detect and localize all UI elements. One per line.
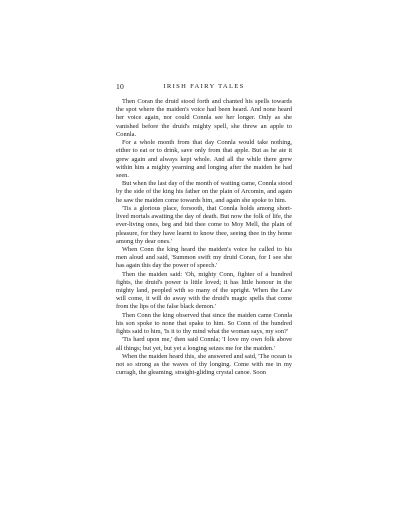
paragraph: Then Coran the druid stood forth and chanted his spells towards the spot where the maiden's voice had been heard. And none heard her voice again, nor could Connla see her longer. Only as she vanished before the druid's mighty spell, she threw an apple to Connla. xyxy=(116,98,292,138)
page-number: 10 xyxy=(116,82,124,91)
body-text xyxy=(116,98,292,377)
running-title: IRISH FAIRY TALES xyxy=(163,83,245,90)
paragraph: When the maiden heard this, she answered and said, 'The ocean is not so strong as the waves of thy longing. Come with me in my curragh, the gleaming, straight-gliding crystal canoe. Soon xyxy=(116,352,292,377)
running-head xyxy=(116,82,292,94)
paragraph: 'Tis hard upon me,' then said Connla; 'I love my own folk above all things; but yet, but yet a longing seizes me for the maiden.' xyxy=(116,336,292,352)
paragraph: Then the maiden said: 'Oh, mighty Conn, fighter of a hundred fights, the druid's power is little loved; it has little honour in the mighty land, peopled with so many of the upright. When the Law will come, it will do away with the druid's magic spells that come from the lips of the false black demon.' xyxy=(116,270,292,311)
paragraph: When Conn the king heard the maiden's voice he called to his men aloud and said, 'Summon swift my druid Coran, for I see she has again this day the power of speech.' xyxy=(116,245,292,270)
paragraph: For a whole month from that day Connla would take nothing, either to eat or to drink, save only from that apple. But as he ate it grew again and always kept whole. And all the while there grew within him a mighty yearning and longing after the maiden he had seen. xyxy=(116,139,292,179)
paragraph: Then Conn the king observed that since the maiden came Connla his son spoke to none that spake to him. So Conn of the hundred fights said to him, 'Is it to thy mind what the woman says, my son?' xyxy=(116,311,292,336)
paragraph: But when the last day of the month of waiting came, Connla stood by the side of the king his father on the plain of Arcomin, and again he saw the maiden come towards him, and again she spoke to him. xyxy=(116,180,292,204)
paragraph: 'Tis a glorious place, forsooth, that Connla holds among short-lived mortals awaiting the day of death. But now the folk of life, the ever-living ones, beg and bid thee come to Moy Mell, the plain of pleasure, for they have learnt to know thee, seeing thee in thy home among thy dear ones.' xyxy=(116,204,292,245)
